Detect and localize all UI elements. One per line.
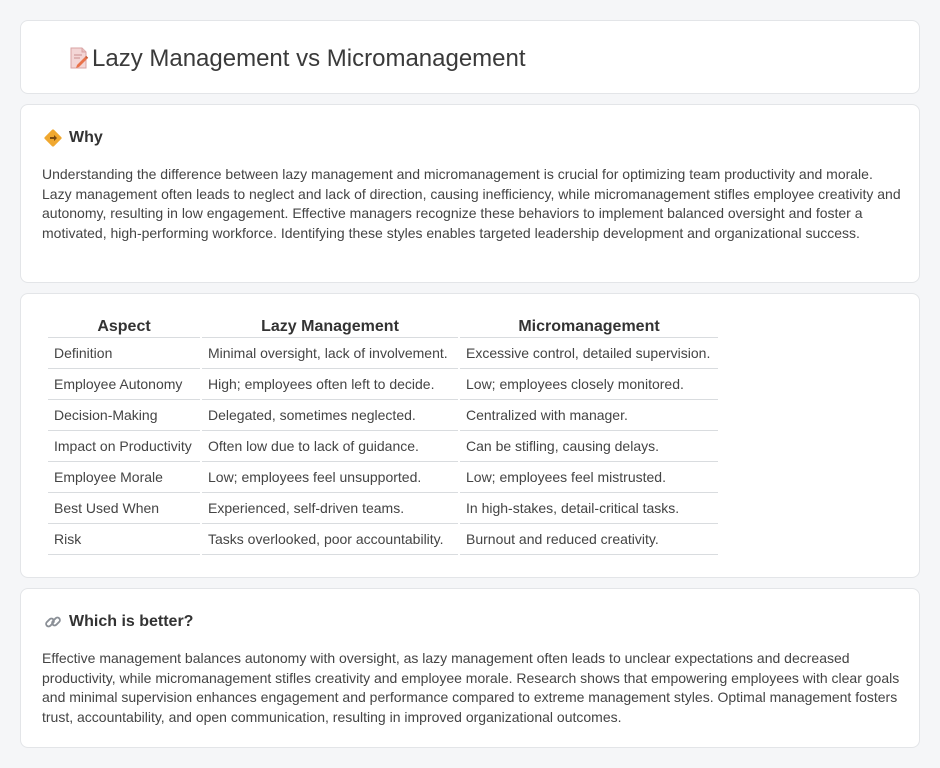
- table-cell: Decision-Making: [48, 400, 200, 431]
- comparison-table: [46, 316, 720, 555]
- table-cell: Experienced, self-driven teams.: [202, 493, 458, 524]
- diamond-signal-icon: [43, 128, 63, 148]
- table-row: [48, 338, 718, 369]
- why-title: Why: [69, 129, 103, 146]
- better-title: Which is better?: [69, 613, 194, 630]
- table-cell: Delegated, sometimes neglected.: [202, 400, 458, 431]
- header-lazy-management: Lazy Management: [202, 316, 458, 338]
- comparison-section: [20, 293, 920, 578]
- table-header-row: [48, 316, 718, 338]
- table-cell: Employee Morale: [48, 462, 200, 493]
- why-heading: [43, 127, 103, 149]
- which-is-better-section: [20, 588, 920, 748]
- table-cell: Employee Autonomy: [48, 369, 200, 400]
- table-cell: Tasks overlooked, poor accountability.: [202, 524, 458, 555]
- table-cell: High; employees often left to decide.: [202, 369, 458, 400]
- table-row: [48, 462, 718, 493]
- table-cell: Low; employees closely monitored.: [460, 369, 718, 400]
- header-card: [20, 20, 920, 94]
- table-row: [48, 524, 718, 555]
- header-micromanagement: Micromanagement: [460, 316, 718, 338]
- table-cell: Burnout and reduced creativity.: [460, 524, 718, 555]
- table-row: [48, 369, 718, 400]
- table-cell: Excessive control, detailed supervision.: [460, 338, 718, 369]
- table-cell: Low; employees feel mistrusted.: [460, 462, 718, 493]
- table-row: [48, 493, 718, 524]
- document-pencil-icon: [67, 46, 91, 70]
- table-cell: Centralized with manager.: [460, 400, 718, 431]
- why-section: [20, 104, 920, 283]
- link-icon: [43, 612, 63, 632]
- better-text: Effective management balances autonomy with oversight, as lazy management often leads to unclear expectations and decreased productivity, while micromanagement stifles creativity and employee morale. Research shows that empowering employees with clear goals and minimal supervision enhances engagement and performance compared to extreme management styles. Optimal management fosters trust, accountability, and open communication, resulting in improved organizational outcomes.: [42, 650, 900, 725]
- table-cell: Risk: [48, 524, 200, 555]
- table-cell: Definition: [48, 338, 200, 369]
- why-text: Understanding the difference between lazy management and micromanagement is crucial for optimizing team productivity and morale. Lazy management often leads to neglect and lack of direction, causing inefficiency, while micromanagement stifles employee creativity and autonomy, resulting in low engagement. Effective managers recognize these behaviors to implement balanced oversight and foster a motivated, high-performing workforce. Identifying these styles enables targeted leadership development and organizational success.: [42, 166, 901, 241]
- page-title: Lazy Management vs Micromanagement: [92, 45, 526, 72]
- header-aspect: Aspect: [48, 316, 200, 338]
- table-row: [48, 431, 718, 462]
- table-cell: In high-stakes, detail-critical tasks.: [460, 493, 718, 524]
- table-cell: Impact on Productivity: [48, 431, 200, 462]
- better-heading: [43, 611, 193, 633]
- table-cell: Often low due to lack of guidance.: [202, 431, 458, 462]
- table-cell: Best Used When: [48, 493, 200, 524]
- table-cell: Can be stifling, causing delays.: [460, 431, 718, 462]
- table-row: [48, 400, 718, 431]
- table-cell: Minimal oversight, lack of involvement.: [202, 338, 458, 369]
- table-cell: Low; employees feel unsupported.: [202, 462, 458, 493]
